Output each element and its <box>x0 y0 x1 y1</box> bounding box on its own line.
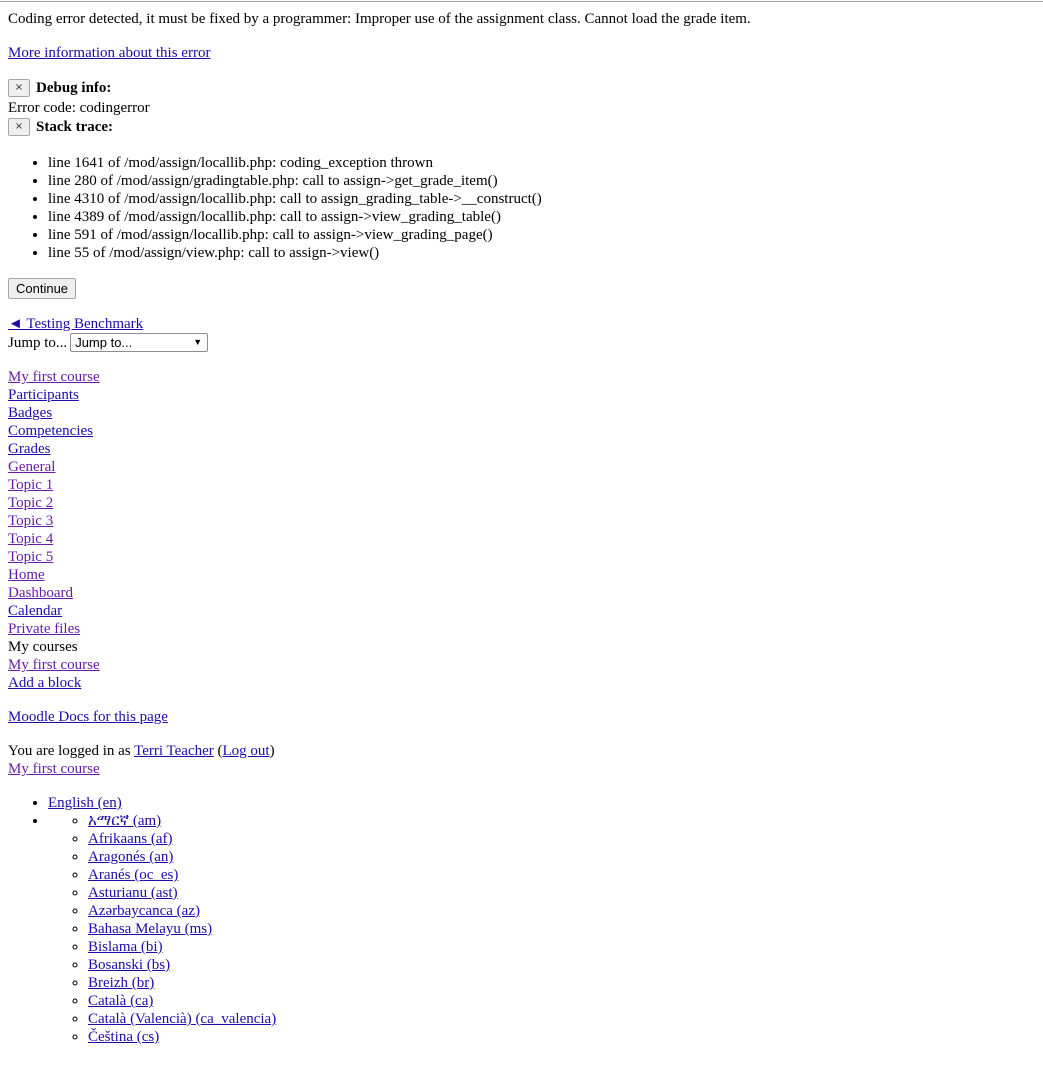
debug-info-header <box>8 79 111 97</box>
language-option[interactable]: Afrikaans (af) <box>88 831 173 847</box>
more-info-link[interactable]: More information about this error <box>8 45 211 61</box>
top-divider <box>0 1 1043 2</box>
footer-course-link[interactable]: My first course <box>8 761 100 777</box>
language-option[interactable]: Breizh (br) <box>88 975 155 991</box>
language-current[interactable]: English (en) <box>48 795 122 811</box>
stack-trace-item: • line 280 of /mod/assign/gradingtable.php: call to assign->get_grade_item() <box>48 172 542 190</box>
moodle-docs-link[interactable]: Moodle Docs for this page <box>8 709 168 725</box>
jump-to-label: Jump to... <box>8 334 68 351</box>
logout-link[interactable]: Log out <box>222 743 270 759</box>
dropdown-arrow-icon: ▼ <box>193 337 203 347</box>
open-paren: ( <box>213 743 223 759</box>
nav-badges[interactable]: Badges <box>8 405 53 421</box>
login-info <box>8 742 275 760</box>
nav-competencies[interactable]: Competencies <box>8 423 93 439</box>
navigation-list <box>8 368 100 692</box>
error-message: Coding error detected, it must be fixed by a programmer: Improper use of the assignment class. Cannot load the grade item. <box>8 11 751 27</box>
stack-trace-list <box>8 154 542 262</box>
nav-my-courses-label: My courses <box>8 639 78 655</box>
jump-to-row <box>8 333 208 352</box>
debug-info-label: Debug info: <box>36 80 112 96</box>
nav-add-a-block[interactable]: Add a block <box>8 675 82 691</box>
language-option[interactable]: Aranés (oc_es) <box>88 867 179 883</box>
language-option[interactable]: Azərbaycanca (az) <box>88 903 200 919</box>
stack-trace-item: • line 4310 of /mod/assign/locallib.php: call to assign_grading_table->__construct() <box>48 190 542 208</box>
nav-calendar[interactable]: Calendar <box>8 603 63 619</box>
logged-in-prefix: You are logged in as <box>8 743 135 759</box>
nav-topic-4[interactable]: Topic 4 <box>8 531 54 547</box>
nav-home[interactable]: Home <box>8 567 45 583</box>
nav-general[interactable]: General <box>8 459 56 475</box>
jump-to-select-value: Jump to... <box>75 335 133 350</box>
language-option[interactable]: Bislama (bi) <box>88 939 163 955</box>
nav-participants[interactable]: Participants <box>8 387 79 403</box>
nav-topic-1[interactable]: Topic 1 <box>8 477 54 493</box>
close-paren: ) <box>269 743 275 759</box>
language-options-list <box>48 812 276 1046</box>
language-options-item <box>48 812 276 1046</box>
nav-my-first-course[interactable]: My first course <box>8 369 100 385</box>
nav-grades[interactable]: Grades <box>8 441 51 457</box>
nav-private-files[interactable]: Private files <box>8 621 81 637</box>
continue-button[interactable]: Continue <box>8 278 76 299</box>
language-option[interactable]: Català (ca) <box>88 993 154 1009</box>
stack-trace-header <box>8 118 113 136</box>
nav-topic-5[interactable]: Topic 5 <box>8 549 54 565</box>
stack-trace-item: • line 591 of /mod/assign/locallib.php: call to assign->view_grading_page() <box>48 226 542 244</box>
stack-trace-item: • line 1641 of /mod/assign/locallib.php: coding_exception thrown <box>48 154 542 172</box>
language-option[interactable]: Asturianu (ast) <box>88 885 178 901</box>
language-option[interactable]: አማርኛ (am) <box>88 813 162 829</box>
stack-trace-label: Stack trace: <box>36 119 114 135</box>
debug-collapse-button[interactable]: × <box>8 79 30 97</box>
stack-trace-item: • line 55 of /mod/assign/view.php: call to assign->view() <box>48 244 542 262</box>
nav-topic-3[interactable]: Topic 3 <box>8 513 54 529</box>
nav-dashboard[interactable]: Dashboard <box>8 585 73 601</box>
error-code: Error code: codingerror <box>8 100 150 116</box>
back-to-course-link[interactable]: ◄ Testing Benchmark <box>8 316 144 332</box>
stack-trace-item: • line 4389 of /mod/assign/locallib.php: call to assign->view_grading_table() <box>48 208 542 226</box>
jump-to-select[interactable] <box>70 333 208 352</box>
language-option[interactable]: Bahasa Melayu (ms) <box>88 921 213 937</box>
language-menu <box>8 794 276 1046</box>
nav-topic-2[interactable]: Topic 2 <box>8 495 54 511</box>
stack-collapse-button[interactable]: × <box>8 118 30 136</box>
user-name-link[interactable]: Terri Teacher <box>134 743 214 759</box>
language-option[interactable]: Čeština (cs) <box>88 1029 160 1045</box>
language-option[interactable]: Aragonés (an) <box>88 849 174 865</box>
language-option[interactable]: Català (Valencià) (ca_valencia) <box>88 1011 277 1027</box>
language-option[interactable]: Bosanski (bs) <box>88 957 171 973</box>
nav-my-first-course-2[interactable]: My first course <box>8 657 100 673</box>
